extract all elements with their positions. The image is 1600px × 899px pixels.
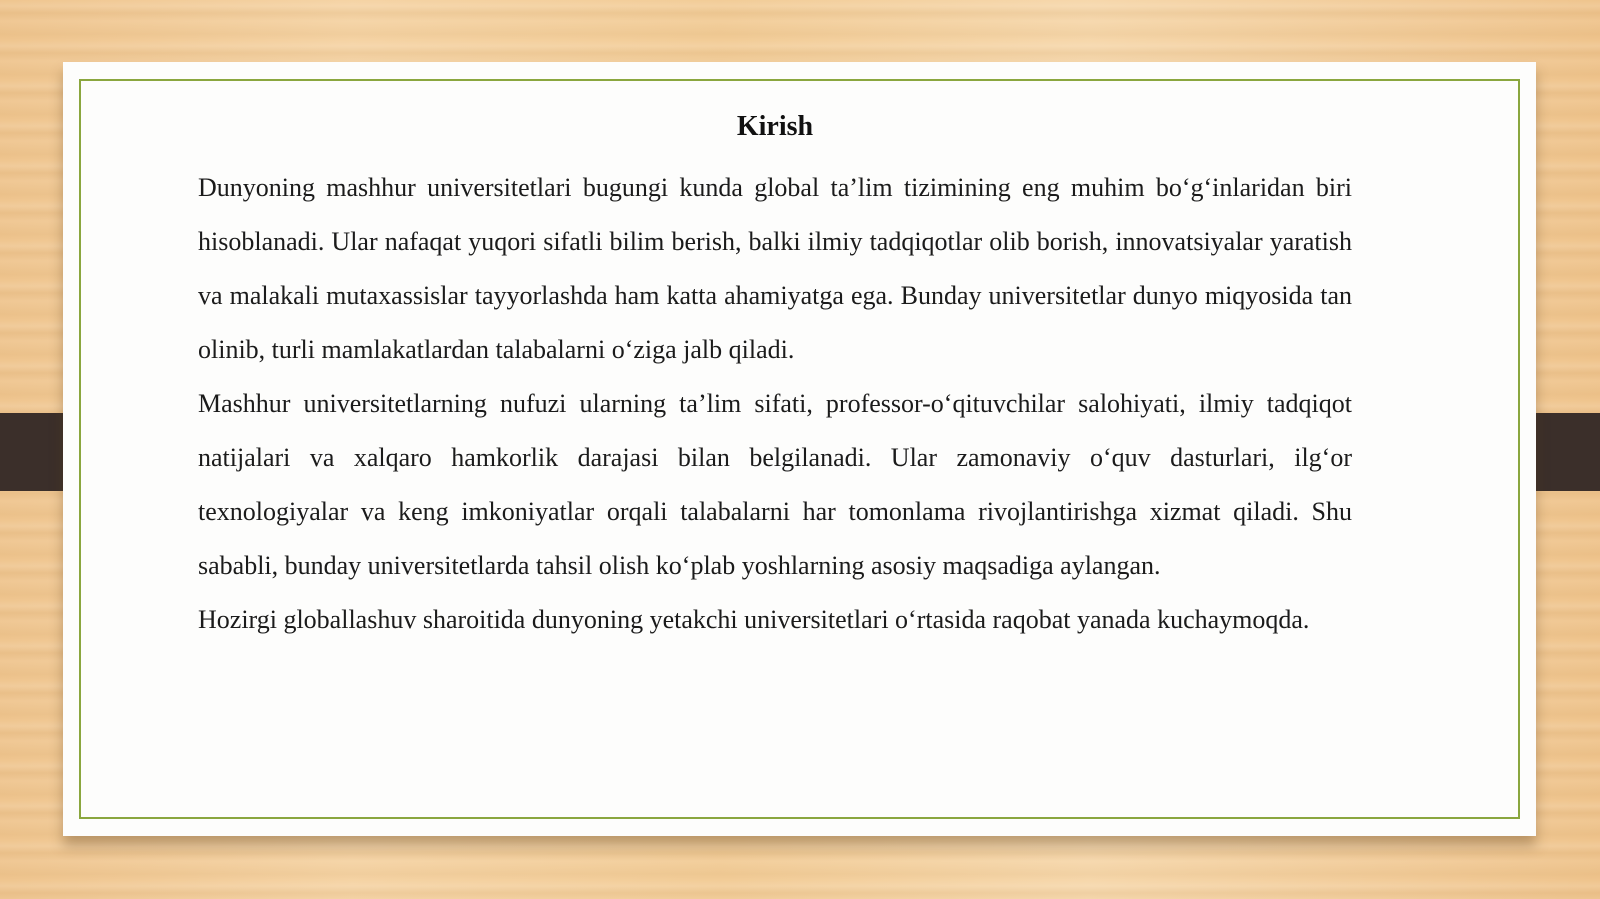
paragraph-2: Mashhur universitetlarning nufuzi ularning ta’lim sifati, professor-o‘qituvchilar salohiyati, ilmiy tadqiqot natijalari va xalqaro hamkorlik darajasi bilan belgilanadi. Ular zamonaviy o‘quv dasturlari, ilg‘or texnologiyalar va keng imkoniyatlar orqali talabalarni har tomonlama rivojlantirishga xizmat qiladi. Shu sababli, bunday universitetlarda tahsil olish ko‘plab yoshlarning asosiy maqsadiga aylangan. (198, 389, 1352, 580)
paragraph-3: Hozirgi globallashuv sharoitida dunyoning yetakchi universitetlari o‘rtasida raqobat yanada kuchaymoqda. (198, 605, 1310, 634)
slide-content (198, 107, 1352, 647)
paragraph-1: Dunyoning mashhur universitetlari bugungi kunda global ta’lim tizimining eng muhim bo‘g‘inlaridan biri hisoblanadi. Ular nafaqat yuqori sifatli bilim berish, balki ilmiy tadqiqotlar olib borish, innovatsiyalar yaratish va malakali mutaxassislar tayyorlashda ham katta ahamiyatga ega. Bunday universitetlar dunyo miqyosida tan olinib, turli mamlakatlardan talabalarni o‘ziga jalb qiladi. (198, 173, 1352, 364)
slide-title: Kirish (736, 111, 814, 142)
